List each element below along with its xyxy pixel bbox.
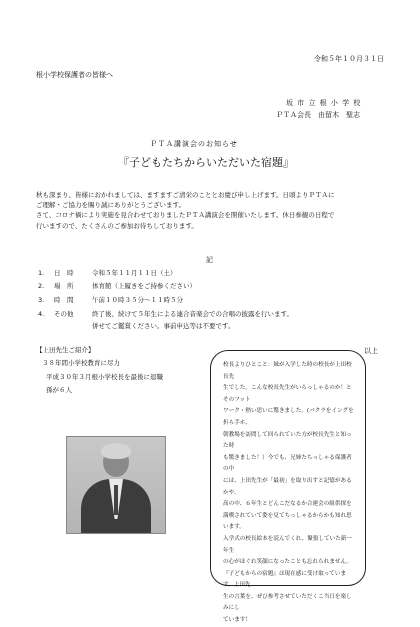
message-line: も驚きました！）今でも、兄姉たちっしゃる保護者の中 bbox=[223, 454, 352, 473]
principal-message-bubble bbox=[210, 350, 366, 624]
item-value-time: 午前１０時３５分～１１時５分 bbox=[92, 296, 183, 304]
item-number: 4. bbox=[38, 310, 45, 318]
body-line: 行いますので、たくさんのご参加お待ちしております。 bbox=[36, 222, 198, 230]
notice-date: 令和５年１０月３１日 bbox=[314, 55, 384, 63]
item-value-other: 終了後、続けて５年生による連合音楽会での合唱の披露を行います。 bbox=[92, 310, 293, 318]
closing-ijo: 以上 bbox=[364, 347, 378, 355]
item-value-other-extra: 併せてご鑑賞ください。事前申込等は不要です。 bbox=[92, 322, 235, 330]
message-line: 高の中、６年生とどんこだなるか合運会の組供探を bbox=[223, 501, 352, 508]
notice-title: 『子どもたちからいただいた宿題』 bbox=[118, 156, 294, 169]
profile-heading: 【上田先生ご紹介】 bbox=[36, 346, 95, 354]
sender-school: 坂 市 立 根 小 学 校 bbox=[286, 99, 362, 107]
message-line: 入学式の校長絵本を読んでくれ、緊張していた新一年生 bbox=[223, 535, 352, 554]
item-number: 1. bbox=[38, 269, 45, 277]
message-line: には、上田先生が「最初」を取り出すと記憶があるかや、 bbox=[223, 477, 352, 496]
photo-tie bbox=[114, 485, 118, 515]
body-line: ご理解・ご協力を賜り誠にありがとうございます。 bbox=[36, 201, 185, 209]
profile-line: ３８年間小学校教育に尽力 bbox=[42, 359, 120, 367]
message-line: 生の言葉を、ぜひ参考させていただくこ当日を楽しみにし bbox=[223, 593, 352, 612]
item-number: 3. bbox=[38, 296, 45, 304]
profile-line: 孫が６人 bbox=[46, 386, 72, 394]
item-value-place: 体育館（上履きをご持参ください） bbox=[92, 282, 196, 290]
message-line: 朝教場を訪問して回られていた方が校長先生と知った時 bbox=[223, 431, 352, 450]
ki-marker: 記 bbox=[206, 256, 213, 264]
message-line: 満喫されていて姿を見てちっしゃるからかも知れ思います。 bbox=[223, 512, 352, 531]
message-line: の心がほぐれ笑顔になったことも忘れられません。 bbox=[223, 559, 352, 566]
message-line: 校長よりひとこと：妹が入学した時の校長が上田校長先 bbox=[223, 362, 352, 380]
item-label-other: その他 bbox=[54, 310, 74, 318]
message-line: ています！ bbox=[223, 617, 251, 624]
item-value-date: 令和５年１１月１１日（土） bbox=[92, 269, 177, 277]
body-line: さて、コロナ禍により実施を見合わせておりましたＰＴＡ講演会を開催いたします。休日参観の日程で bbox=[36, 211, 335, 219]
item-label-time: 時 間 bbox=[54, 296, 74, 304]
photo-hair bbox=[101, 443, 131, 459]
item-label-place: 場 所 bbox=[54, 282, 74, 290]
message-line: ワーク・熱い思いに驚きました。(バクラをイングを折ら手ホ、 bbox=[223, 408, 354, 426]
addressee: 根小学校保護者の皆様へ bbox=[36, 71, 113, 79]
item-number: 2. bbox=[38, 282, 45, 290]
speaker-photo bbox=[66, 436, 166, 534]
profile-line: 平成３０年３月根小学校長を最後に退職 bbox=[46, 373, 163, 381]
message-line: 『子どもからの宿題』は現在感に受け取っています。上田先 bbox=[223, 570, 347, 589]
sender-pta: ＰＴＡ会長 由留木 聖志 bbox=[276, 111, 360, 119]
message-line: 生でした。こんな校長先生がいらっしゃるのか！とそのフット bbox=[223, 385, 352, 403]
notice-heading: ＰＴＡ講演会のお知らせ bbox=[150, 140, 238, 148]
item-label-date: 日 時 bbox=[54, 269, 74, 277]
body-line: 秋も深まり、皆様におかれましては、ますますご清栄のこととお慶び申し上げます。日頃よりＰＴＡに bbox=[36, 191, 335, 199]
